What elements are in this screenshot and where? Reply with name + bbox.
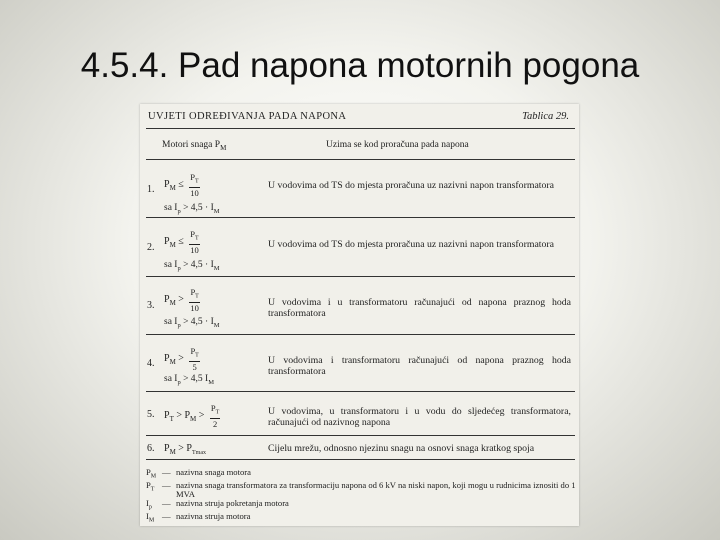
row-description: U vodovima od TS do mjesta proračuna uz nazivni napon transformatora	[268, 239, 555, 250]
row-number: 5.	[147, 409, 155, 420]
column-header-calculation: Uzima se kod proračuna pada napona	[326, 140, 469, 150]
row-description: U vodovima i u transformatoru računajući od napona praznog hoda transformatora	[268, 297, 571, 319]
row-description: U vodovima od TS do mjesta proračuna uz nazivni napon transformatora	[268, 180, 555, 191]
row-number: 3.	[147, 300, 155, 311]
table-legend	[146, 468, 576, 525]
column-header-motors: Motori snaga $P_M$	[162, 140, 227, 152]
row-condition: $P_M$ > $\frac{P_T}{5}$	[164, 346, 199, 372]
legend-item: $I_M$ — nazivna struja motora	[146, 510, 251, 524]
divider	[146, 334, 575, 335]
row-subcondition: sa $I_p > 4,5 \cdot I_M$	[164, 260, 220, 272]
row-number: 4.	[147, 358, 155, 369]
divider	[146, 435, 575, 436]
row-subcondition: sa $I_p > 4,5 \cdot I_M$	[164, 317, 220, 329]
row-subcondition: sa $I_p > 4,5 \cdot I_M$	[164, 203, 220, 215]
row-subcondition: sa $I_p > 4,5$ $I_M$	[164, 374, 215, 386]
row-condition: $P_T > P_M$ > $\frac{P_T}{2}$	[164, 403, 220, 429]
divider	[146, 217, 575, 218]
table-caption: UVJETI ODREĐIVANJA PADA NAPONA	[148, 111, 347, 122]
row-number: 1.	[147, 184, 155, 195]
legend-item: $P_M$ — nazivna snaga motora	[146, 467, 251, 480]
row-description: U vodovima, u transformatoru i u vodu do sljedećeg transformatora, računajući od nazivnog napona	[268, 406, 571, 428]
divider	[146, 459, 575, 460]
divider	[146, 128, 575, 129]
row-number: 6.	[147, 443, 155, 454]
row-condition: $P_M$ ≤ $\frac{P_T}{10}$	[164, 172, 199, 198]
row-description: Cijelu mrežu, odnosno njezinu snagu na osnovi snaga kratkog spoja	[268, 443, 535, 454]
legend-item: $I_p$ — nazivna struja pokretanja motora	[146, 497, 289, 511]
table-number: Tablica 29.	[522, 111, 569, 122]
row-condition: $P_M > P_{Tmax}$	[164, 443, 206, 456]
row-condition: $P_M$ ≤ $\frac{P_T}{10}$	[164, 229, 199, 255]
legend-item: $P_T$ — nazivna snaga transformatora za transformaciju napona od 6 kV na niski napon, koji mogu u rudnicima iznositi do 1 MVA	[146, 480, 576, 499]
divider	[146, 276, 575, 277]
slide-title: 4.5.4. Pad napona motornih pogona	[80, 46, 640, 85]
divider	[146, 391, 575, 392]
divider	[146, 159, 575, 160]
row-description: U vodovima i transformatoru računajući od napona praznog hoda transformatora	[268, 355, 571, 377]
row-number: 2.	[147, 242, 155, 253]
scanned-table-image	[140, 104, 579, 526]
row-condition: $P_M$ > $\frac{P_T}{10}$	[164, 287, 199, 313]
